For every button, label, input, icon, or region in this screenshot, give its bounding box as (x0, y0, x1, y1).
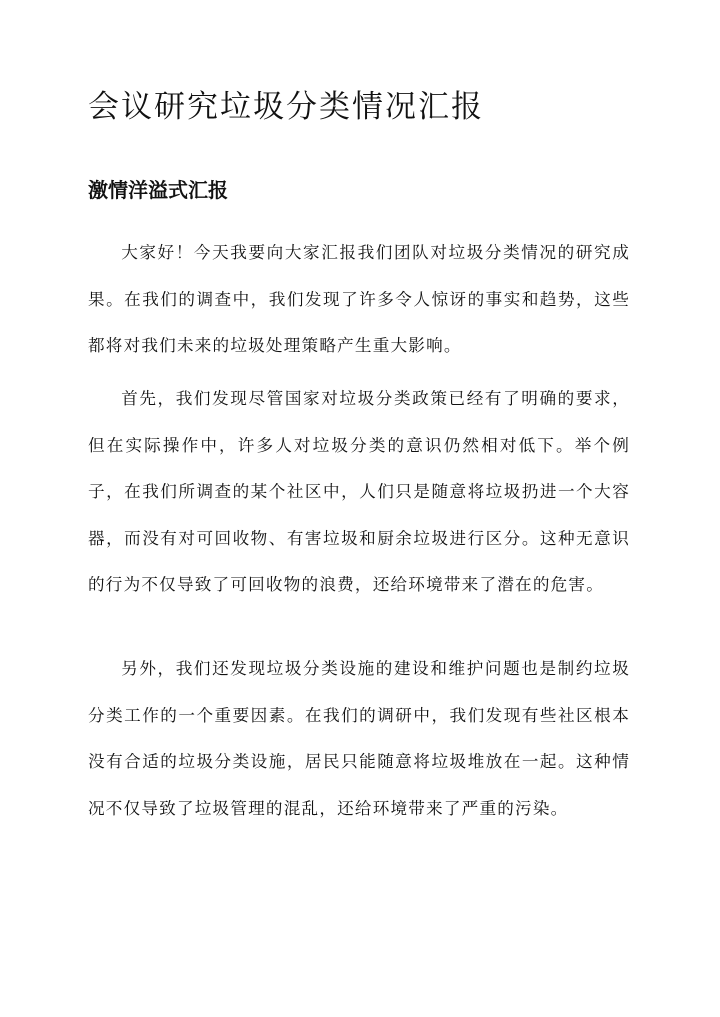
body-paragraph-2: 首先，我们发现尽管国家对垃圾分类政策已经有了明确的要求，但在实际操作中，许多人对垃圾分类的意识仍然相对低下。举个例子，在我们所调查的某个社区中，人们只是随意将垃圾扔进一个大容器，而没有对可回收物、有害垃圾和厨余垃圾进行区分。这种无意识的行为不仅导致了可回收物的浪费，还给环境带来了潜在的危害。 (88, 389, 630, 594)
document-title: 会议研究垃圾分类情况汇报 (88, 89, 484, 125)
section-heading: 激情洋溢式汇报 (88, 178, 228, 202)
body-paragraph-3: 另外，我们还发现垃圾分类设施的建设和维护问题也是制约垃圾分类工作的一个重要因素。在我们的调研中，我们发现有些社区根本没有合适的垃圾分类设施，居民只能随意将垃圾堆放在一起。这种情况不仅导致了垃圾管理的混乱，还给环境带来了严重的污染。 (88, 659, 630, 818)
body-paragraph-1: 大家好！今天我要向大家汇报我们团队对垃圾分类情况的研究成果。在我们的调查中，我们发现了许多令人惊讶的事实和趋势，这些都将对我们未来的垃圾处理策略产生重大影响。 (88, 243, 630, 355)
